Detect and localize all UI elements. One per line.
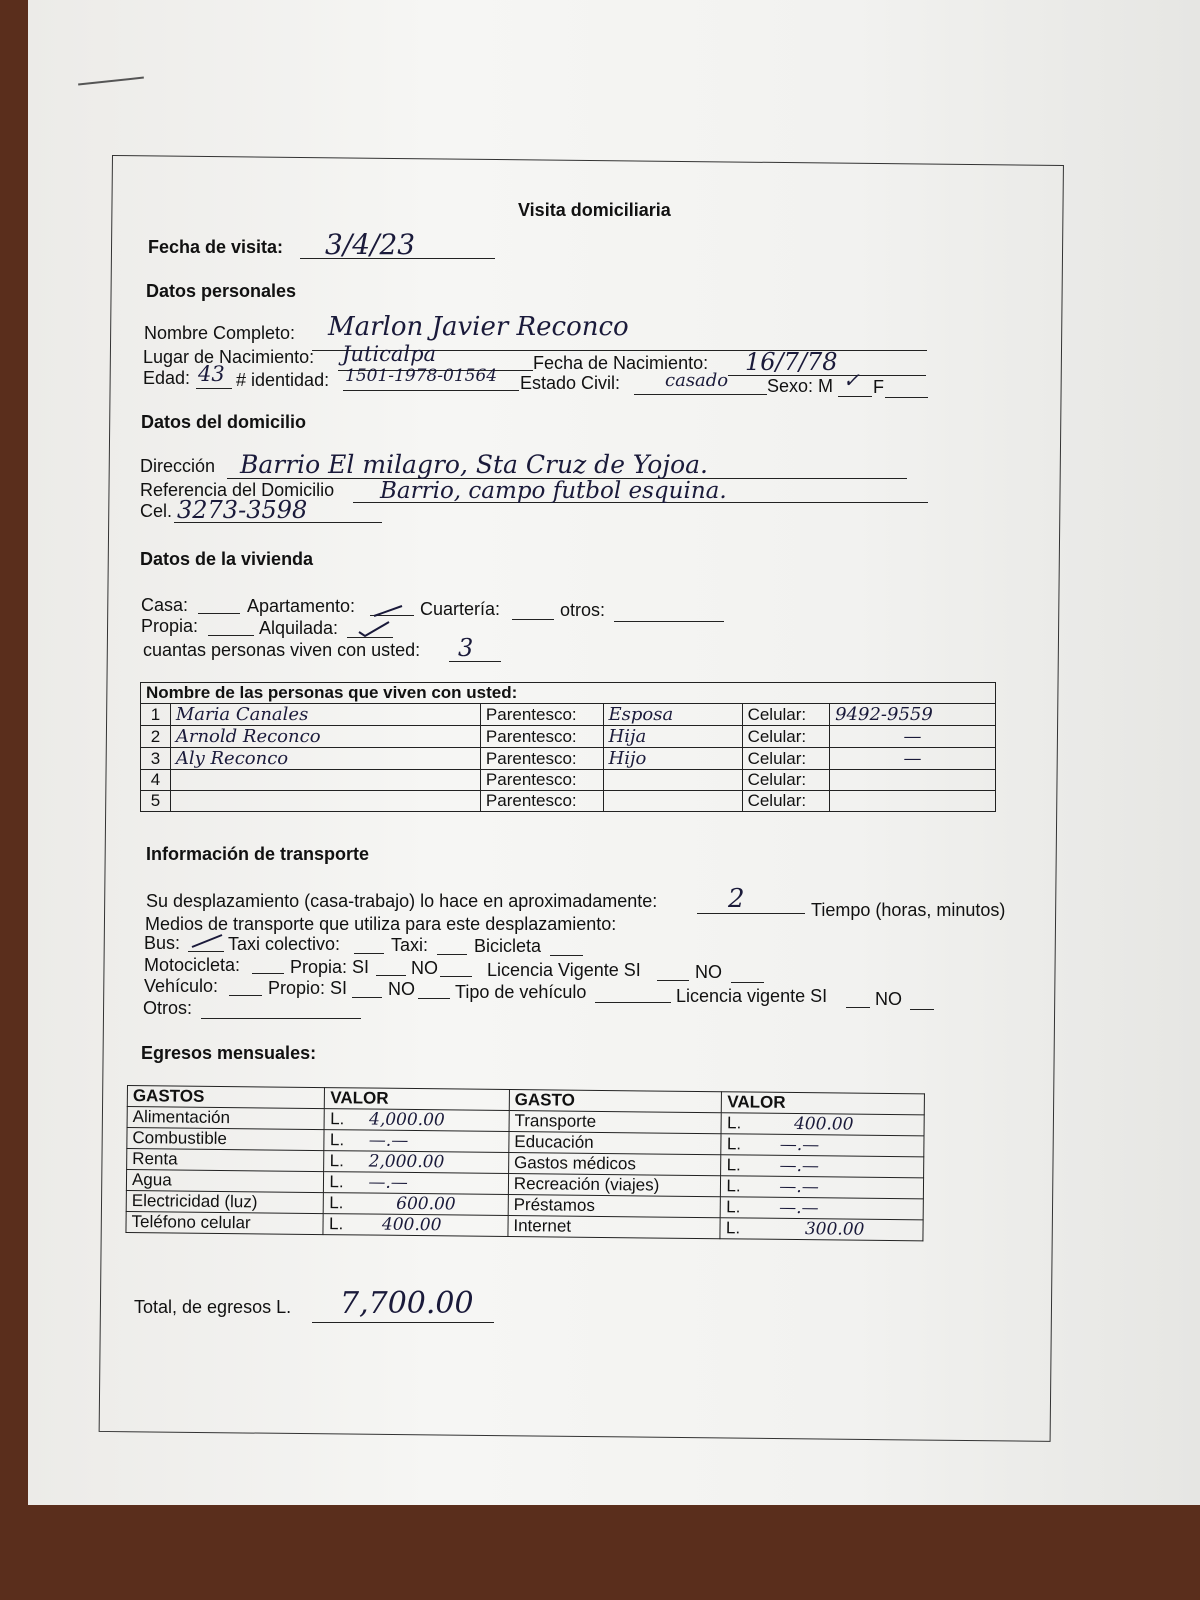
col-gastos-header: GASTOS bbox=[127, 1086, 325, 1109]
address-label: Dirección bbox=[140, 456, 216, 476]
currency-label: L. bbox=[329, 1172, 344, 1192]
expense-label: Teléfono celular bbox=[126, 1211, 324, 1234]
civil-label: Estado Civil: bbox=[520, 373, 621, 393]
birthplace-label: Lugar de Nacimiento: bbox=[143, 347, 315, 367]
age-value: 43 bbox=[198, 362, 225, 386]
person-name bbox=[170, 791, 480, 812]
currency-label: L. bbox=[726, 1197, 741, 1217]
taxi-label: Taxi: bbox=[391, 935, 429, 955]
row-number: 3 bbox=[141, 748, 171, 770]
person-phone: 9492-9559 bbox=[830, 704, 996, 726]
expense-value: 2,000.00 bbox=[368, 1151, 445, 1173]
person-relation bbox=[603, 770, 742, 791]
phone-label: Celular: bbox=[742, 726, 830, 748]
alquilada-check-mark bbox=[356, 620, 392, 638]
bicicleta-line bbox=[550, 955, 583, 956]
currency-label: L. bbox=[328, 1214, 344, 1234]
currency-label: L. bbox=[329, 1130, 345, 1150]
address-value: Barrio El milagro, Sta Cruz de Yojoa. bbox=[240, 450, 708, 479]
relation-label: Parentesco: bbox=[480, 791, 603, 812]
table-row bbox=[141, 791, 996, 812]
expense-label: Préstamos bbox=[508, 1194, 721, 1217]
expense-label: Agua bbox=[126, 1170, 324, 1193]
expense-label: Transporte bbox=[509, 1111, 722, 1134]
otros-line bbox=[614, 621, 724, 622]
moto-licencia-no-label: NO bbox=[695, 962, 722, 982]
moto-licencia-no-line bbox=[731, 982, 764, 983]
visit-date-label: Fecha de visita: bbox=[148, 237, 284, 257]
persons-label: cuantas personas viven con usted: bbox=[143, 640, 421, 660]
id-label: # identidad: bbox=[236, 370, 330, 390]
sex-label: Sexo: M bbox=[767, 376, 834, 396]
expense-value-cell bbox=[721, 1134, 924, 1157]
casa-label: Casa: bbox=[141, 595, 189, 615]
transport-heading: Información de transporte bbox=[146, 844, 370, 864]
age-line bbox=[196, 388, 232, 389]
person-relation: Hijo bbox=[603, 748, 742, 770]
alquilada-label: Alquilada: bbox=[259, 618, 339, 638]
row-number: 2 bbox=[141, 726, 171, 748]
expense-value: —.— bbox=[368, 1130, 409, 1151]
person-relation: Esposa bbox=[603, 704, 742, 726]
currency-label: L. bbox=[726, 1113, 742, 1133]
person-relation bbox=[603, 791, 742, 812]
currency-label: L. bbox=[330, 1109, 345, 1129]
commute-unit: Tiempo (horas, minutos) bbox=[811, 900, 1006, 920]
expense-label: Combustible bbox=[127, 1128, 325, 1151]
moto-label: Motocicleta: bbox=[144, 955, 241, 975]
full-name-value: Marlon Javier Reconco bbox=[328, 312, 629, 342]
cuarteria-line bbox=[512, 619, 554, 620]
sex-m-line bbox=[838, 396, 872, 397]
row-number: 4 bbox=[141, 770, 171, 791]
table-row bbox=[141, 748, 996, 770]
currency-label: L. bbox=[329, 1193, 344, 1213]
currency-label: L. bbox=[726, 1176, 741, 1196]
phone-label: Celular: bbox=[742, 770, 830, 791]
tipo-vehiculo-line bbox=[595, 1002, 671, 1003]
expense-value-cell bbox=[721, 1155, 924, 1178]
expense-value-cell bbox=[324, 1130, 509, 1153]
expense-value: 4,000.00 bbox=[368, 1109, 445, 1131]
expense-value-cell bbox=[324, 1172, 509, 1195]
expense-value: 400.00 bbox=[381, 1214, 442, 1236]
cel-label: Cel. bbox=[140, 501, 173, 521]
sex-m-check: ✓ bbox=[843, 368, 860, 392]
expense-value: —.— bbox=[779, 1134, 820, 1156]
expense-value: —.— bbox=[779, 1155, 820, 1177]
person-name: Arnold Reconco bbox=[170, 726, 480, 748]
expense-value-cell bbox=[323, 1214, 508, 1237]
col-valor-header: VALOR bbox=[325, 1088, 510, 1111]
means-label: Medios de transporte que utiliza para este desplazamiento: bbox=[145, 914, 617, 934]
row-number: 5 bbox=[141, 791, 171, 812]
person-name: Aly Reconco bbox=[170, 748, 480, 770]
expense-value: —.— bbox=[368, 1172, 408, 1193]
vehiculo-licencia-no-label: NO bbox=[875, 989, 902, 1009]
commute-value: 2 bbox=[728, 884, 745, 914]
bicicleta-label: Bicicleta bbox=[474, 936, 542, 956]
table-row bbox=[141, 726, 996, 748]
person-relation: Hija bbox=[603, 726, 742, 748]
expense-value: 600.00 bbox=[396, 1193, 456, 1215]
id-value: 1501-1978-01564 bbox=[345, 366, 498, 386]
personal-heading: Datos personales bbox=[146, 281, 297, 301]
vehiculo-licencia-si-line bbox=[846, 1007, 870, 1008]
expense-label: Gastos médicos bbox=[508, 1153, 721, 1176]
taxi-line bbox=[437, 954, 467, 955]
expense-label: Renta bbox=[127, 1149, 325, 1172]
total-label: Total, de egresos L. bbox=[134, 1297, 292, 1317]
col-valor2-header: VALOR bbox=[722, 1092, 925, 1115]
person-phone: — bbox=[830, 748, 996, 770]
phone-label: Celular: bbox=[742, 748, 830, 770]
vehiculo-label: Vehículo: bbox=[144, 976, 219, 996]
relation-label: Parentesco: bbox=[480, 748, 603, 770]
people-table-header: Nombre de las personas que viven con usted: bbox=[141, 683, 996, 704]
vehiculo-no-line bbox=[418, 998, 450, 999]
currency-label: L. bbox=[726, 1134, 742, 1154]
commute-label: Su desplazamiento (casa-trabajo) lo hace en aproximadamente: bbox=[146, 891, 658, 911]
relation-label: Parentesco: bbox=[480, 704, 603, 726]
expense-value: —.— bbox=[779, 1176, 819, 1198]
casa-line bbox=[198, 613, 240, 614]
persons-line bbox=[449, 661, 501, 662]
expense-value-cell bbox=[324, 1151, 509, 1174]
reference-value: Barrio, campo futbol esquina. bbox=[380, 478, 727, 504]
expense-value: 300.00 bbox=[804, 1219, 865, 1240]
people-table-header-row bbox=[141, 683, 996, 704]
moto-no-label: NO bbox=[411, 958, 438, 978]
expense-value-cell bbox=[721, 1113, 924, 1136]
vehiculo-licencia-label: Licencia vigente SI bbox=[676, 986, 828, 1006]
relation-label: Parentesco: bbox=[480, 726, 603, 748]
expense-label: Recreación (viajes) bbox=[508, 1173, 721, 1196]
table-row bbox=[141, 704, 996, 726]
vehiculo-licencia-no-line bbox=[910, 1009, 934, 1010]
propia-line bbox=[208, 635, 254, 636]
transport-otros-line bbox=[201, 1018, 361, 1019]
moto-no-line bbox=[440, 976, 472, 977]
expenses-table bbox=[125, 1085, 925, 1241]
sex-f-label: F bbox=[873, 377, 884, 397]
total-line bbox=[312, 1322, 494, 1323]
persons-value: 3 bbox=[458, 634, 474, 662]
taxi-colectivo-label: Taxi colectivo: bbox=[228, 934, 341, 954]
vehiculo-propio-si-label: Propio: SI bbox=[268, 978, 348, 998]
people-table bbox=[140, 682, 996, 812]
expense-value-cell bbox=[720, 1218, 923, 1241]
visit-date-value: 3/4/23 bbox=[325, 228, 416, 261]
moto-si-line bbox=[376, 975, 406, 976]
propia-label: Propia: bbox=[141, 616, 199, 636]
moto-licencia-si-line bbox=[657, 980, 689, 981]
person-name bbox=[170, 770, 480, 791]
col-gasto-header: GASTO bbox=[509, 1090, 722, 1113]
expense-label: Electricidad (luz) bbox=[126, 1190, 324, 1213]
bus-line bbox=[188, 951, 224, 952]
expense-value-cell bbox=[721, 1197, 924, 1220]
bus-check-mark bbox=[190, 933, 224, 949]
vehiculo-no-label: NO bbox=[388, 979, 415, 999]
id-line bbox=[343, 390, 519, 391]
cuarteria-label: Cuartería: bbox=[420, 599, 501, 619]
housing-heading: Datos de la vivienda bbox=[140, 549, 314, 569]
expense-value-cell bbox=[325, 1109, 510, 1132]
expense-value: 400.00 bbox=[793, 1113, 854, 1135]
phone-label: Celular: bbox=[742, 704, 830, 726]
relation-label: Parentesco: bbox=[480, 770, 603, 791]
currency-label: L. bbox=[725, 1218, 741, 1238]
currency-label: L. bbox=[726, 1155, 741, 1175]
age-label: Edad: bbox=[143, 368, 191, 388]
tipo-vehiculo-label: Tipo de vehículo bbox=[455, 982, 587, 1002]
vehiculo-si-line bbox=[352, 997, 382, 998]
expense-label: Educación bbox=[509, 1132, 722, 1155]
vehiculo-line bbox=[229, 995, 262, 996]
person-phone bbox=[830, 770, 996, 791]
moto-propia-si-label: Propia: SI bbox=[290, 957, 370, 977]
person-name: Maria Canales bbox=[170, 704, 480, 726]
domicile-heading: Datos del domicilio bbox=[141, 412, 307, 432]
total-value: 7,700.00 bbox=[340, 1286, 474, 1321]
moto-licencia-label: Licencia Vigente SI bbox=[487, 960, 641, 980]
form-title: Visita domiciliaria bbox=[518, 200, 671, 220]
moto-line bbox=[252, 973, 284, 974]
expense-value: —.— bbox=[779, 1197, 819, 1219]
expense-label: Alimentación bbox=[127, 1107, 325, 1130]
transport-otros-label: Otros: bbox=[143, 998, 193, 1018]
expense-value-cell bbox=[324, 1193, 509, 1216]
person-phone: — bbox=[830, 726, 996, 748]
sex-f-line bbox=[885, 397, 928, 398]
expense-value-cell bbox=[721, 1176, 924, 1199]
table-row bbox=[141, 770, 996, 791]
expense-label: Internet bbox=[508, 1215, 721, 1238]
currency-label: L. bbox=[329, 1151, 344, 1171]
apartamento-check-mark bbox=[372, 604, 406, 618]
bus-label: Bus: bbox=[144, 933, 181, 953]
phone-label: Celular: bbox=[742, 791, 830, 812]
apartamento-label: Apartamento: bbox=[247, 596, 356, 616]
full-name-label: Nombre Completo: bbox=[144, 323, 296, 343]
otros-label: otros: bbox=[560, 600, 606, 620]
birthdate-value: 16/7/78 bbox=[745, 348, 838, 376]
row-number: 1 bbox=[141, 704, 171, 726]
commute-line bbox=[697, 913, 805, 914]
reference-label: Referencia del Domicilio bbox=[140, 480, 335, 500]
birthdate-label: Fecha de Nacimiento: bbox=[533, 353, 709, 373]
birthplace-value: Juticalpa bbox=[342, 342, 437, 366]
person-phone bbox=[830, 791, 996, 812]
civil-value: casado bbox=[665, 370, 729, 391]
cel-value: 3273-3598 bbox=[177, 496, 308, 524]
taxi-colectivo-line bbox=[354, 953, 384, 954]
civil-line bbox=[634, 394, 767, 395]
expenses-heading: Egresos mensuales: bbox=[141, 1043, 317, 1063]
